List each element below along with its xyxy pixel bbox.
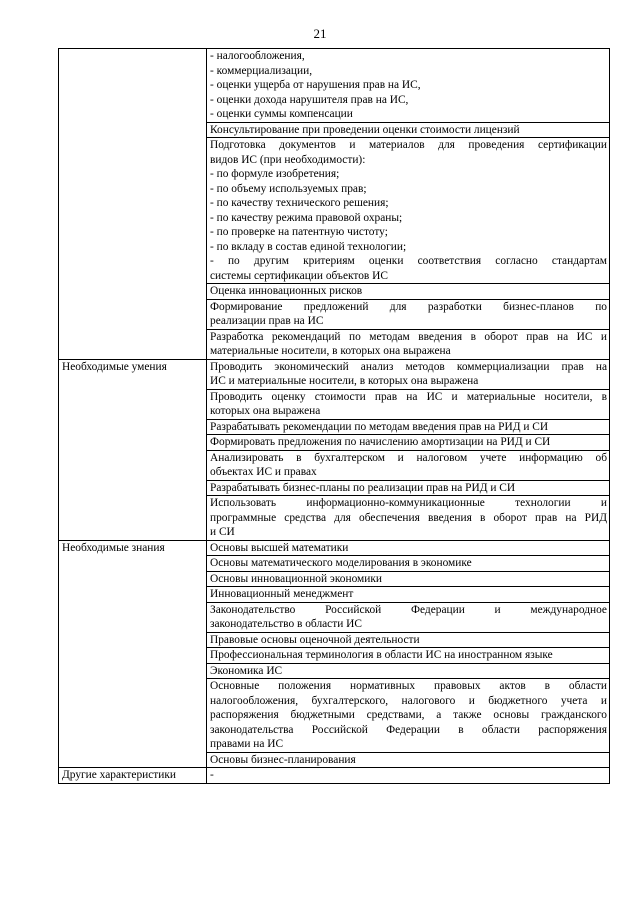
content-line: - по проверке на патентную чистоту; [210,226,388,238]
content-line: Правовые основы оценочной деятельности [210,633,420,646]
content-line: - коммерциализации, [210,64,313,77]
content-line: видов ИС (при необходимости): [210,153,366,166]
row-label-cell [59,540,207,768]
row-label-cell [59,49,207,360]
row-content-cell [207,752,610,768]
row-content-cell [207,450,610,480]
row-content-cell [207,768,610,784]
content-line: - оценки суммы компенсации [210,108,353,120]
content-line: - оценки ущерба от нарушения прав на ИС, [210,79,421,91]
content-line: Основные положения нормативных правовых актов в области [210,680,607,692]
row-content-cell [207,679,610,753]
row-label-cell [59,359,207,540]
row-content-cell [207,648,610,664]
content-line: Основы высшей математики [210,541,349,554]
row-label: Другие характеристики [62,769,177,781]
content-line: Основы бизнес-планирования [210,753,356,766]
content-line: Оценка инновационных рисков [210,285,363,297]
content-line: - по объему используемых прав; [210,182,367,195]
content-line: законодательства Российской Федерации в области распоряжения [210,723,607,736]
content-line: которых она выражена [210,405,321,417]
row-label: Необходимые знания [62,541,165,554]
row-content-cell [207,359,610,389]
row-content-cell [207,540,610,556]
content-line: - оценки дохода нарушителя прав на ИС, [210,93,409,106]
row-content-cell [207,419,610,435]
page-number: 21 [313,26,327,41]
content-line: Консультирование при проведении оценки стоимости лицензий [210,123,520,136]
content-line: Разрабатывать рекомендации по методам введения прав на РИД и СИ [210,420,549,433]
row-content-cell [207,571,610,587]
content-line: Анализировать в бухгалтерском и налоговом учете информацию об [210,451,607,464]
content-line: Проводить оценку стоимости прав на ИС и материальные носители, в [210,390,607,403]
content-line: - [210,769,214,781]
content-line: программные средства для обеспечения введения в оборот прав на РИД [210,511,607,524]
row-content-cell [207,480,610,496]
content-line: - по формуле изобретения; [210,168,340,180]
content-line: налогообложения, бухгалтерского, налогового и бюджетного учета и [210,694,607,707]
content-line: правами на ИС [210,738,284,750]
content-line: - налогообложения, [210,50,305,62]
row-label-cell [59,768,207,784]
row-label: Необходимые умения [62,360,167,373]
content-line: - по качеству технического решения; [210,197,389,209]
row-content-cell [207,49,610,123]
content-line: ИС и материальные носители, в которых она выражена [210,375,479,387]
table-row [59,359,610,389]
content-line: реализации прав на ИС [210,315,324,327]
row-content-cell [207,496,610,541]
content-line: Инновационный менеджмент [210,588,354,600]
content-line: Использовать информационно-коммуникационные технологии и [210,497,607,509]
content-line: системы сертификации объектов ИС [210,269,388,282]
row-content-cell [207,389,610,419]
content-line: Подготовка документов и материалов для проведения сертификации [210,139,607,151]
content-line: Формирование предложений для разработки бизнес-планов по [210,300,607,313]
row-content-cell [207,435,610,451]
row-content-cell [207,138,610,284]
content-line: Разработка рекомендаций по методам введения в оборот прав на ИС и [210,330,607,343]
content-line: и СИ [210,526,235,538]
row-content-cell [207,602,610,632]
row-content-cell [207,587,610,603]
content-line: Основы инновационной экономики [210,572,382,585]
row-content-cell [207,122,610,138]
content-line: Экономика ИС [210,664,283,677]
content-line: материальные носители, в которых она выражена [210,345,451,357]
content-line: распоряжения бюджетными средствами, а также основы гражданского [210,709,607,721]
content-line: - по другим критериям оценки соответствия согласно стандартам [210,255,607,267]
competency-table [58,48,610,784]
content-line: Основы математического моделирования в экономике [210,557,472,569]
content-line: законодательство в области ИС [210,618,362,630]
content-line: - по вкладу в состав единой технологии; [210,240,407,253]
row-content-cell [207,329,610,359]
row-content-cell [207,632,610,648]
competency-table-body [59,49,610,784]
content-line: - по качеству режима правовой охраны; [210,211,403,224]
row-content-cell [207,556,610,572]
row-content-cell [207,663,610,679]
row-content-cell [207,284,610,300]
content-line: Профессиональная терминология в области ИС на иностранном языке [210,649,553,661]
row-content-cell [207,299,610,329]
table-row [59,49,610,123]
content-line: Проводить экономический анализ методов коммерциализации прав на [210,360,607,373]
content-line: Разрабатывать бизнес-планы по реализации прав на РИД и СИ [210,481,516,494]
content-line: Формировать предложения по начислению амортизации на РИД и СИ [210,436,551,448]
table-row [59,768,610,784]
table-row [59,540,610,556]
content-line: Законодательство Российской Федерации и международное [210,603,607,616]
content-line: объектах ИС и правах [210,466,317,478]
